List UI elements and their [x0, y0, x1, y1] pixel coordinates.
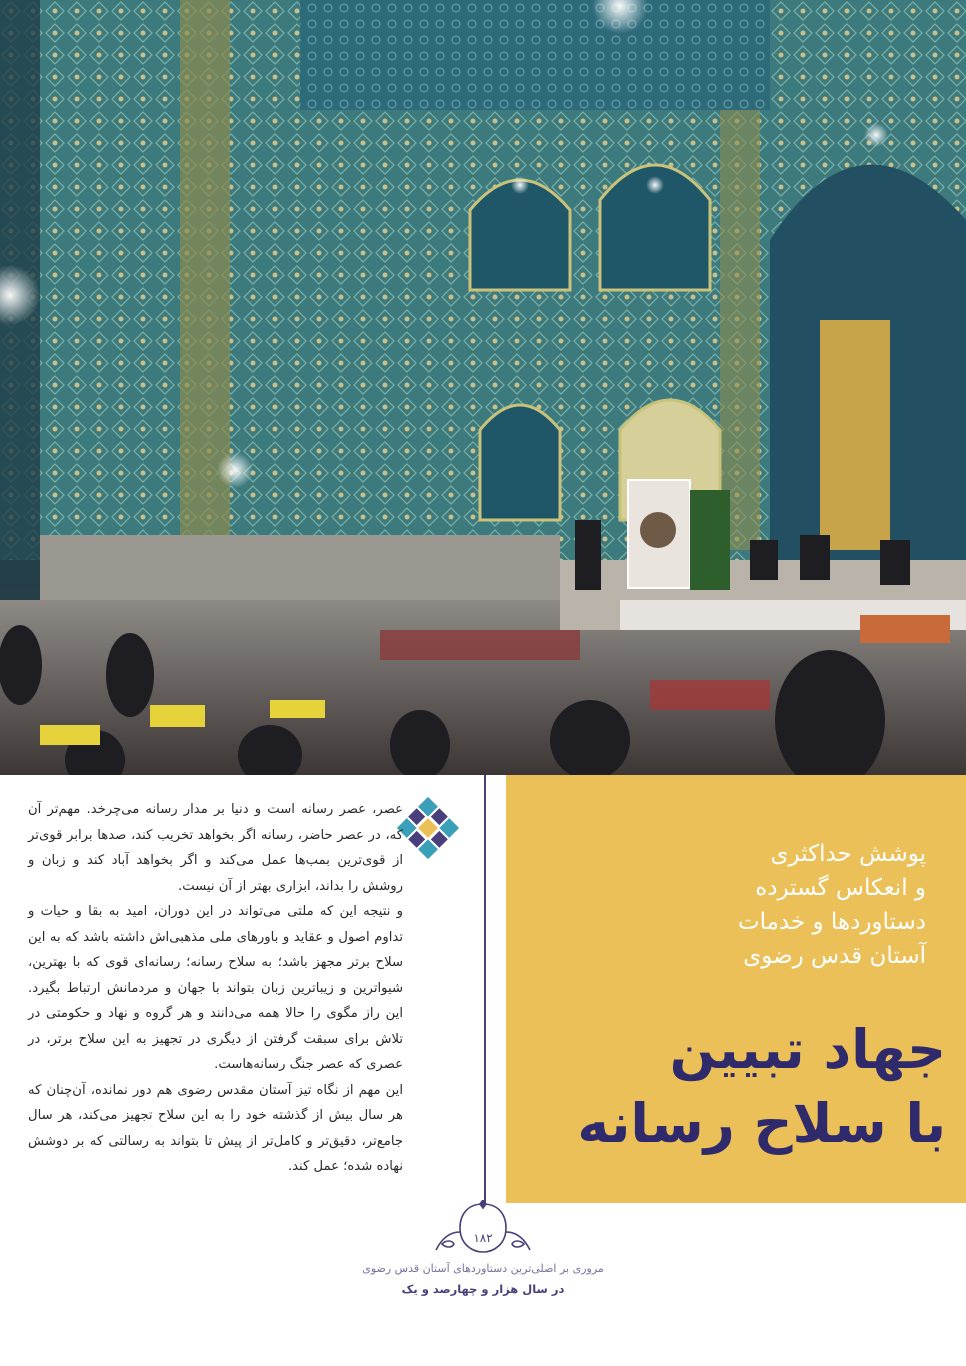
page-title [526, 1013, 946, 1161]
subtitle [626, 837, 926, 973]
paragraph: عصر، عصر رسانه است و دنیا بر مدار رسانه می‌چرخد. مهم‌تر آن که، در عصر حاضر، رسانه اگر بخواهد تخریب کند، صدها برابر قوی‌تر از قوی‌ترین بمب‌ها عمل می‌کند و اگر بخواهد آباد کند و زبان و روشش را بداند، ابزاری بهتر از آن نیست. [28, 802, 403, 894]
geometric-ornament-icon [395, 795, 461, 865]
vertical-divider [484, 775, 486, 1205]
subtitle-line: دستاوردها و خدمات [737, 909, 926, 935]
title-panel [506, 775, 966, 1203]
subtitle-line: و انعکاس گسترده [755, 875, 926, 901]
title-line: جهاد تبیین [669, 1018, 946, 1081]
title-line: با سلاح رسانه [577, 1092, 946, 1155]
page-number: ۱۸۲ [473, 1231, 493, 1245]
article-body [28, 797, 403, 1180]
footer-publication-title: مروری بر اصلی‌ترین دستاوردهای آستان قدس رضوی [362, 1262, 604, 1275]
subtitle-line: پوشش حداکثری [770, 841, 926, 867]
subtitle-line: آستان قدس رضوی [743, 943, 926, 969]
footer-publication-year: در سال هزار و چهارصد و یک [401, 1282, 565, 1296]
paragraph: و نتیجه این که ملتی می‌تواند در این دوران، امید به بقا و حیات و تداوم اصول و عقاید و باورهای ملی مذهبی‌اش داشته باشد که به این سلاح برتر مجهز باشد؛ به سلاح رسانه؛ رسانه‌ای قوی که با بهترین، شیواترین و زیباترین زبان بتواند با جهان و مردمانش ارتباط بگیرد. این راز مگوی را حالا همه می‌دانند و هر گروه و نهاد و حکومتی در تلاش برای سبقت گرفتن از دیگری در تجهیز به این سلاح برتر، در عصری که عصر جنگ رسانه‌هاست. [28, 904, 403, 1072]
paragraph: این مهم از نگاه تیز آستان مقدس رضوی هم دور نمانده، آن‌چنان که هر سال بیش از گذشته خود را به این سلاح تجهیز می‌کند، هر سال جامع‌تر، دقیق‌تر و کامل‌تر از پیش تا بتواند به رسالتی که بر دوشش نهاده شده؛ عمل کند. [28, 1082, 403, 1174]
